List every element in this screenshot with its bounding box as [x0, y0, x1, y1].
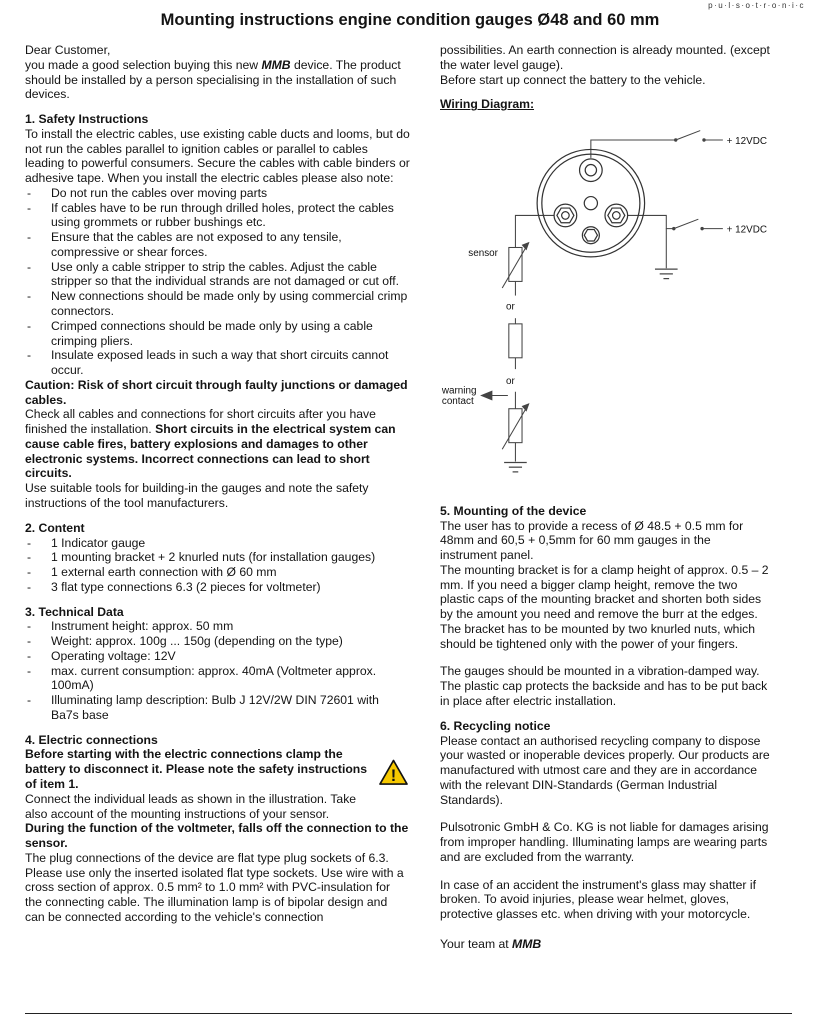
- voltmeter-note-text: During the function of the voltmeter, falls off the connection to the sensor.: [25, 821, 409, 851]
- list-marker: -: [27, 634, 32, 649]
- list-marker: -: [27, 565, 32, 580]
- footer-divider: [25, 1013, 792, 1014]
- list-item-text: 3 flat type connections 6.3 (2 pieces for voltmeter): [51, 579, 321, 594]
- spacer: [440, 922, 770, 935]
- list-item: [25, 634, 410, 649]
- caution-text: Caution: Risk of short circuit through faulty junctions or damaged cables.: [25, 377, 408, 407]
- list-item: [25, 580, 410, 595]
- list-item-text: Use only a cable stripper to strip the cables. Adjust the cable stripper so that the individual strands are not damaged or cut off.: [51, 259, 399, 289]
- list-item-text: Weight: approx. 100g ... 150g (depending on the type): [51, 634, 343, 649]
- list-marker: -: [27, 648, 32, 663]
- vdc-top-label: + 12VDC: [726, 135, 767, 147]
- page-title: Mounting instructions engine condition gauges Ø48 and 60 mm: [160, 11, 660, 29]
- list-marker: -: [27, 230, 32, 245]
- gauge-symbol: [537, 149, 644, 256]
- list-item-text: Operating voltage: 12V: [51, 648, 176, 663]
- content-list: [25, 536, 410, 595]
- list-item-text: Do not run the cables over moving parts: [51, 185, 268, 200]
- signoff-brand: MMB: [512, 936, 542, 951]
- diagram-labels: [441, 136, 767, 407]
- warning-icon: [379, 759, 408, 790]
- accident-text: In case of an accident the instrument's glass may shatter if broken. To avoid injuries, please wear helmet, gloves, protective glasses etc. when driving with your motorcycle.: [440, 877, 756, 922]
- sensor-label: sensor: [468, 248, 498, 260]
- list-item-text: Instrument height: approx. 50 mm: [51, 619, 234, 634]
- wiring-diagram-heading: Wiring Diagram:: [440, 97, 535, 112]
- intro-paragraph: [25, 58, 410, 102]
- salutation: Dear Customer,: [25, 43, 111, 57]
- list-item: [25, 649, 410, 664]
- section-1-intro: To install the electric cables, use existing cable ducts and looms, but do not run the cables parallel to ignition cables or parallel to cables leading to powerful consumers. Secure the cables with cable binders or adhesive tape. When you install the electric cables please also note:: [25, 126, 410, 186]
- section-6-heading: 6. Recycling notice: [440, 718, 551, 733]
- list-item-text: Insulate exposed leads in such a way that short circuits cannot occur.: [51, 348, 389, 378]
- list-item: [25, 565, 410, 580]
- list-item-text: If cables have to be run through drilled holes, protect the cables using grommets or rubber bushings etc.: [51, 200, 394, 230]
- list-marker: -: [27, 619, 32, 634]
- list-marker: -: [27, 550, 32, 565]
- brand-name-inline: MMB: [261, 57, 291, 72]
- list-marker: -: [27, 348, 32, 363]
- list-item-text: 1 mounting bracket + 2 knurled nuts (for installation gauges): [51, 550, 376, 565]
- list-item: [25, 319, 410, 349]
- list-marker: -: [27, 318, 32, 333]
- section-4-body: [25, 747, 410, 924]
- intro-text-a: you made a good selection buying this new: [25, 57, 262, 72]
- list-item-text: max. current consumption: approx. 40mA (Voltmeter approx. 100mA): [51, 663, 377, 693]
- signoff: [440, 937, 770, 952]
- warning-contact-label-line1: warning: [441, 385, 477, 397]
- spacer: [440, 807, 770, 820]
- check-paragraph: [25, 407, 410, 481]
- list-item: [25, 201, 410, 231]
- list-item: [25, 693, 410, 723]
- disconnect-battery-text: Before starting with the electric connections clamp the battery to disconnect it. Please note the safety instructions of item 1.: [25, 747, 368, 791]
- list-marker: -: [27, 259, 32, 274]
- list-item: [25, 536, 410, 551]
- wiring-diagram: [440, 120, 770, 494]
- signoff-text: Your team at: [440, 936, 513, 951]
- list-item: [25, 348, 410, 378]
- tools-text: Use suitable tools for building-in the gauges and note the safety instructions of the tool manufacturers.: [25, 481, 369, 510]
- connect-leads-text: Connect the individual leads as shown in the illustration. Take also account of the mounting instructions of your sensor.: [25, 791, 357, 821]
- resistor-icon: [509, 324, 522, 358]
- spacer: [440, 865, 770, 878]
- list-item: [25, 289, 410, 319]
- check-text-bold: Short circuits in the electrical system can cause cable fires, battery explosions and damages to other electronic systems. Incorrect connections can lead to short circuits.: [25, 422, 396, 481]
- intro-text-b: device.: [290, 57, 336, 72]
- warning-contact-label-line2: contact: [441, 396, 474, 408]
- list-item: [25, 619, 410, 634]
- list-marker: -: [27, 200, 32, 215]
- left-column: [25, 43, 410, 952]
- list-marker: -: [27, 663, 32, 678]
- or-label-2: or: [506, 376, 515, 388]
- section-1-heading: 1. Safety Instructions: [25, 112, 149, 127]
- technical-data-list: [25, 619, 410, 722]
- or-label-1: or: [506, 301, 515, 313]
- check-text-normal: Check all cables and connections for short circuits after you have finished the installation.: [25, 407, 376, 437]
- section-2-heading: 2. Content: [25, 520, 85, 535]
- ground-icon: [504, 269, 677, 472]
- list-item: [25, 260, 410, 290]
- two-column-layout: [25, 43, 795, 952]
- sensor-branch: [481, 243, 528, 462]
- list-item-text: Ensure that the cables are not exposed to any tensile, compressive or shear forces.: [51, 230, 342, 259]
- continued-text-2: Before start up connect the battery to the vehicle.: [440, 72, 706, 87]
- recycling-text: Please contact an authorised recycling company to dispose your wasted or inoperable devices properly. Our products are manufactured with utmost care and they are in accordance with the relevant DIN-Standards (German Industrial Standards).: [440, 733, 770, 807]
- list-item-text: 1 Indicator gauge: [51, 535, 146, 550]
- list-item: [25, 550, 410, 565]
- recess-text: The user has to provide a recess of Ø 48.5 + 0.5 mm for 48mm and 60,5 + 0,5mm for 60 mm gauges in the instrument panel.: [440, 518, 744, 563]
- list-marker: -: [27, 185, 32, 200]
- section-5-heading: 5. Mounting of the device: [440, 503, 587, 518]
- list-marker: -: [27, 289, 32, 304]
- brand-logo: p·u·l·s·o·t·r·o·n·i·c: [708, 1, 805, 10]
- wires: [515, 131, 722, 269]
- list-marker: -: [27, 579, 32, 594]
- section-4-heading: 4. Electric connections: [25, 732, 158, 747]
- list-marker: -: [27, 693, 32, 708]
- list-item-text: Illuminating lamp description: Bulb J 12V/2W DIN 72601 with Ba7s base: [51, 693, 379, 722]
- spacer: [440, 651, 770, 664]
- list-item: [25, 230, 410, 260]
- switch-icon: [672, 138, 706, 230]
- vibration-text: The gauges should be mounted in a vibration-damped way. The plastic cap protects the backside and has to be put back in place after electric installation.: [440, 664, 768, 709]
- plug-connections-text: The plug connections of the device are flat type plug sockets of 6.3. Please use only the inserted isolated flat type sockets. Use wire with a cross section of approx. 0.5 mm² to 1.0 mm² with PVC-insulation for the connecting cable. The illumination lamp is of bipolar design and can be connected according to the vehicle's connection: [25, 850, 404, 924]
- list-item: [25, 664, 410, 694]
- exclamation-glyph: !: [390, 767, 397, 786]
- continued-text-1: possibilities. An earth connection is already mounted. (except the water level gauge).: [440, 43, 770, 72]
- list-item-text: Crimped connections should be made only by using a cable crimping pliers.: [51, 318, 373, 348]
- intro-text-c: The product should be installed by a person specialising in the installation of such devices.: [25, 57, 401, 102]
- vdc-mid-label: + 12VDC: [726, 224, 767, 236]
- liability-text: Pulsotronic GmbH & Co. KG is not liable for damages arising from improper handling. Illuminating lamps are wearing parts and are excluded from the warranty.: [440, 820, 769, 864]
- safety-list: [25, 186, 410, 378]
- list-item: [25, 186, 410, 201]
- bracket-text: The mounting bracket is for a clamp height of approx. 0.5 – 2 mm. If you need a bigger clamp height, remove the two plastic caps of the mounting bracket and shorten both sides by the amount you need and remove the burr at the edges. The bracket has to be mounted by two knurled nuts, which should be tightened only with the power of your fingers.: [440, 562, 769, 651]
- list-item-text: New connections should be made only by using commercial crimp connectors.: [51, 289, 408, 319]
- right-column: [440, 43, 770, 952]
- left-arrow-icon: [481, 391, 491, 399]
- list-marker: -: [27, 535, 32, 550]
- list-item-text: 1 external earth connection with Ø 60 mm: [51, 565, 277, 580]
- section-3-heading: 3. Technical Data: [25, 604, 124, 619]
